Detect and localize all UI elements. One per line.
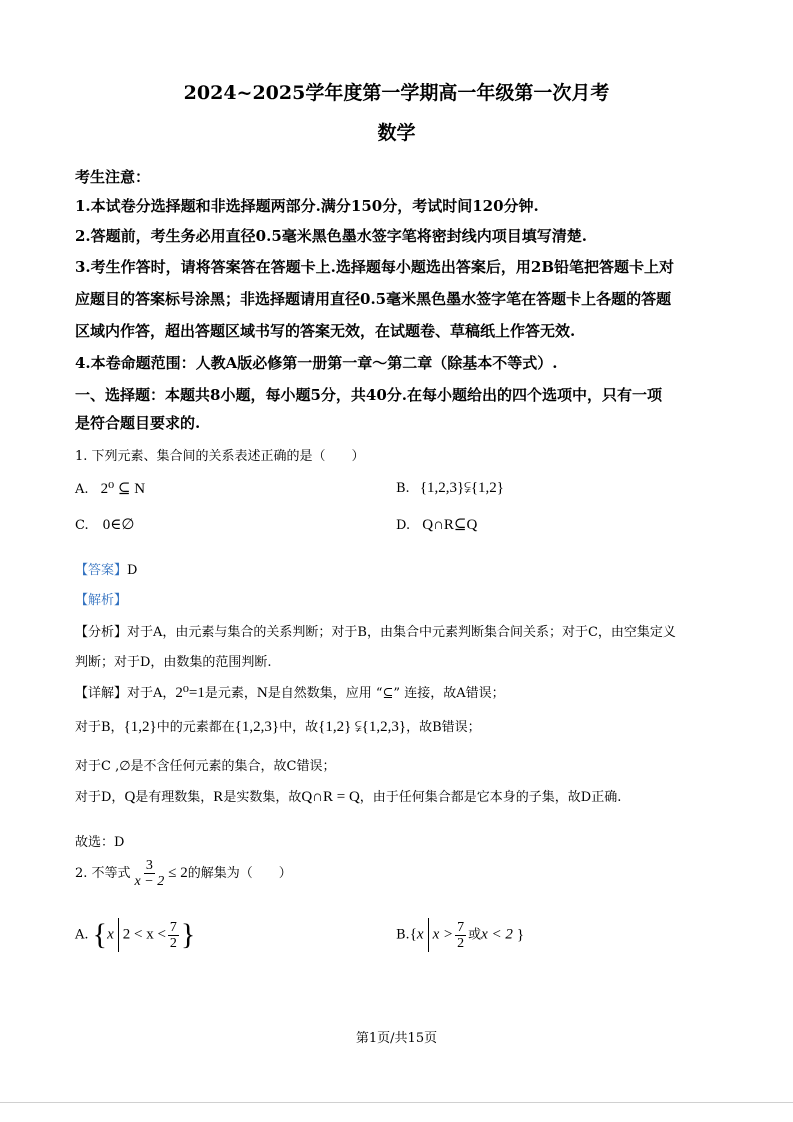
notice-heading: 考生注意： <box>75 168 151 186</box>
option-math: {1,2,3}⫋{1,2} <box>419 480 504 496</box>
question-1-stem: 1. 下列元素、集合间的关系表述正确的是（ ） <box>75 449 365 464</box>
set-variable: x <box>107 926 114 943</box>
stem-relation: ≤ 2 <box>168 865 188 881</box>
set-condition: 2 < x < <box>122 926 166 943</box>
option-label: B. <box>396 481 410 496</box>
or-word: 或 <box>468 927 482 943</box>
q1-option-d <box>396 515 477 534</box>
detail-text: 对于A， <box>127 686 176 701</box>
detail-math: {1,2} ⫋{1,2,3} <box>318 719 407 735</box>
set-condition: x > <box>432 926 454 943</box>
detail-math: {1,2,3} <box>234 719 280 735</box>
detail-text: 中，故 <box>279 720 319 735</box>
answer-value: D <box>127 563 138 578</box>
option-math: 2⁰ ⊆ N <box>100 481 146 497</box>
detail-math: {1,2} <box>123 719 157 735</box>
q2-option-a <box>75 918 195 952</box>
page-number: 第1页/共15页 <box>355 1031 438 1046</box>
stem-text: 2. 不等式 <box>75 866 131 881</box>
detail-text: 是有理数集， <box>135 790 214 805</box>
option-label: A. <box>75 482 89 497</box>
fenxi-tag: 【分析】 <box>75 625 128 640</box>
brace-open: { <box>92 918 108 951</box>
detail-text: ，故B错误； <box>406 720 481 735</box>
brace-open: { <box>409 926 417 943</box>
option-math: 0∈∅ <box>102 517 135 533</box>
detail-math: Q <box>124 789 136 805</box>
stem-text: 的解集为（ ） <box>187 866 292 881</box>
notice-line-2: 2.答题前，考生务必用直径0.5毫米黑色墨水签字笔将密封线内项目填写清楚. <box>75 227 587 245</box>
detail-text: 是自然数集，应用 “⊆” 连接，故A错误； <box>267 686 505 701</box>
notice-line-1: 1.本试卷分选择题和非选择题两部分.满分150分，考试时间120分钟. <box>75 197 539 215</box>
detail-line-c: 对于C ,∅是不含任何元素的集合，故C错误； <box>75 759 336 774</box>
fraction-numerator: 7 <box>169 919 177 935</box>
notice-line-3c: 区域内作答，超出答题区域书写的答案无效，在试题卷、草稿纸上作答无效. <box>75 322 576 340</box>
detail-math: 2⁰=1 <box>175 685 205 701</box>
fenxi-line-1 <box>75 621 676 640</box>
fenxi-line-2: 判断；对于D，由数集的范围判断. <box>75 655 272 670</box>
q1-choose: 故选：D <box>75 835 125 850</box>
fenxi-text: 对于A，由元素与集合的关系判断；对于B，由集合中元素判断集合间关系；对于C，由空集定义 <box>127 625 676 640</box>
q2-option-b <box>396 918 524 952</box>
subject-title: 数学 <box>377 122 416 144</box>
q1-answer <box>75 559 137 578</box>
answer-tag: 【答案】 <box>75 563 128 578</box>
analysis-tag: 【解析】 <box>75 593 128 608</box>
detail-math: R <box>213 789 224 805</box>
detail-text: 中的元素都在 <box>156 720 235 735</box>
option-label: B. <box>396 927 410 943</box>
detail-line-a <box>75 682 505 702</box>
option-label: A. <box>75 927 89 943</box>
set-variable: x <box>416 926 424 943</box>
fraction-denominator: 2 <box>169 935 177 951</box>
set-bar <box>428 918 429 952</box>
inequality-fraction <box>133 858 167 889</box>
page-title: 2024~2025学年度第一学期高一年级第一次月考 <box>183 82 610 104</box>
fraction-denominator: x − 2 <box>134 874 165 889</box>
set-bar <box>118 918 119 952</box>
detail-text: 对于D， <box>75 790 125 805</box>
q1-option-b <box>396 479 504 497</box>
detail-line-b <box>75 716 481 736</box>
question-2-stem <box>75 858 292 889</box>
brace-close: } <box>180 918 196 951</box>
detail-math: N <box>256 685 268 701</box>
detail-text: 对于B， <box>75 720 124 735</box>
fraction-numerator: 7 <box>457 919 465 935</box>
option-fraction <box>168 920 179 951</box>
section-heading-line-2: 是符合题目要求的. <box>75 414 201 432</box>
option-math: Q∩R⊆Q <box>422 517 478 533</box>
set-condition-tail: x < 2 <box>481 926 513 943</box>
fraction-denominator: 2 <box>457 935 465 951</box>
detail-text: 是实数集，故 <box>223 790 302 805</box>
option-fraction <box>455 920 466 951</box>
q1-option-c <box>75 515 134 534</box>
notice-line-4: 4.本卷命题范围：人教A版必修第一册第一章～第二章（除基本不等式）. <box>75 354 558 372</box>
detail-text: ，由于任何集合都是它本身的子集，故D正确. <box>359 790 622 805</box>
section-heading-line-1: 一、选择题：本题共8小题，每小题5分，共40分.在每小题给出的四个选项中，只有一项 <box>75 386 662 404</box>
notice-line-3b: 应题目的答案标号涂黑；非选择题请用直径0.5毫米黑色墨水签字笔在答题卡上各题的答题 <box>75 290 672 308</box>
bottom-divider <box>0 1102 793 1103</box>
notice-line-3a: 3.考生作答时，请将答案答在答题卡上.选择题每小题选出答案后，用2B铅笔把答题卡上对 <box>75 258 675 276</box>
q1-option-a <box>75 479 145 498</box>
detail-math: Q∩R = Q <box>301 789 360 805</box>
detail-text: 是元素， <box>204 686 257 701</box>
detail-tag: 【详解】 <box>75 686 128 701</box>
fraction-numerator: 3 <box>145 858 153 873</box>
option-label: C. <box>75 518 89 533</box>
brace-close: } <box>516 926 525 943</box>
detail-line-d <box>75 786 621 806</box>
option-label: D. <box>396 518 411 533</box>
